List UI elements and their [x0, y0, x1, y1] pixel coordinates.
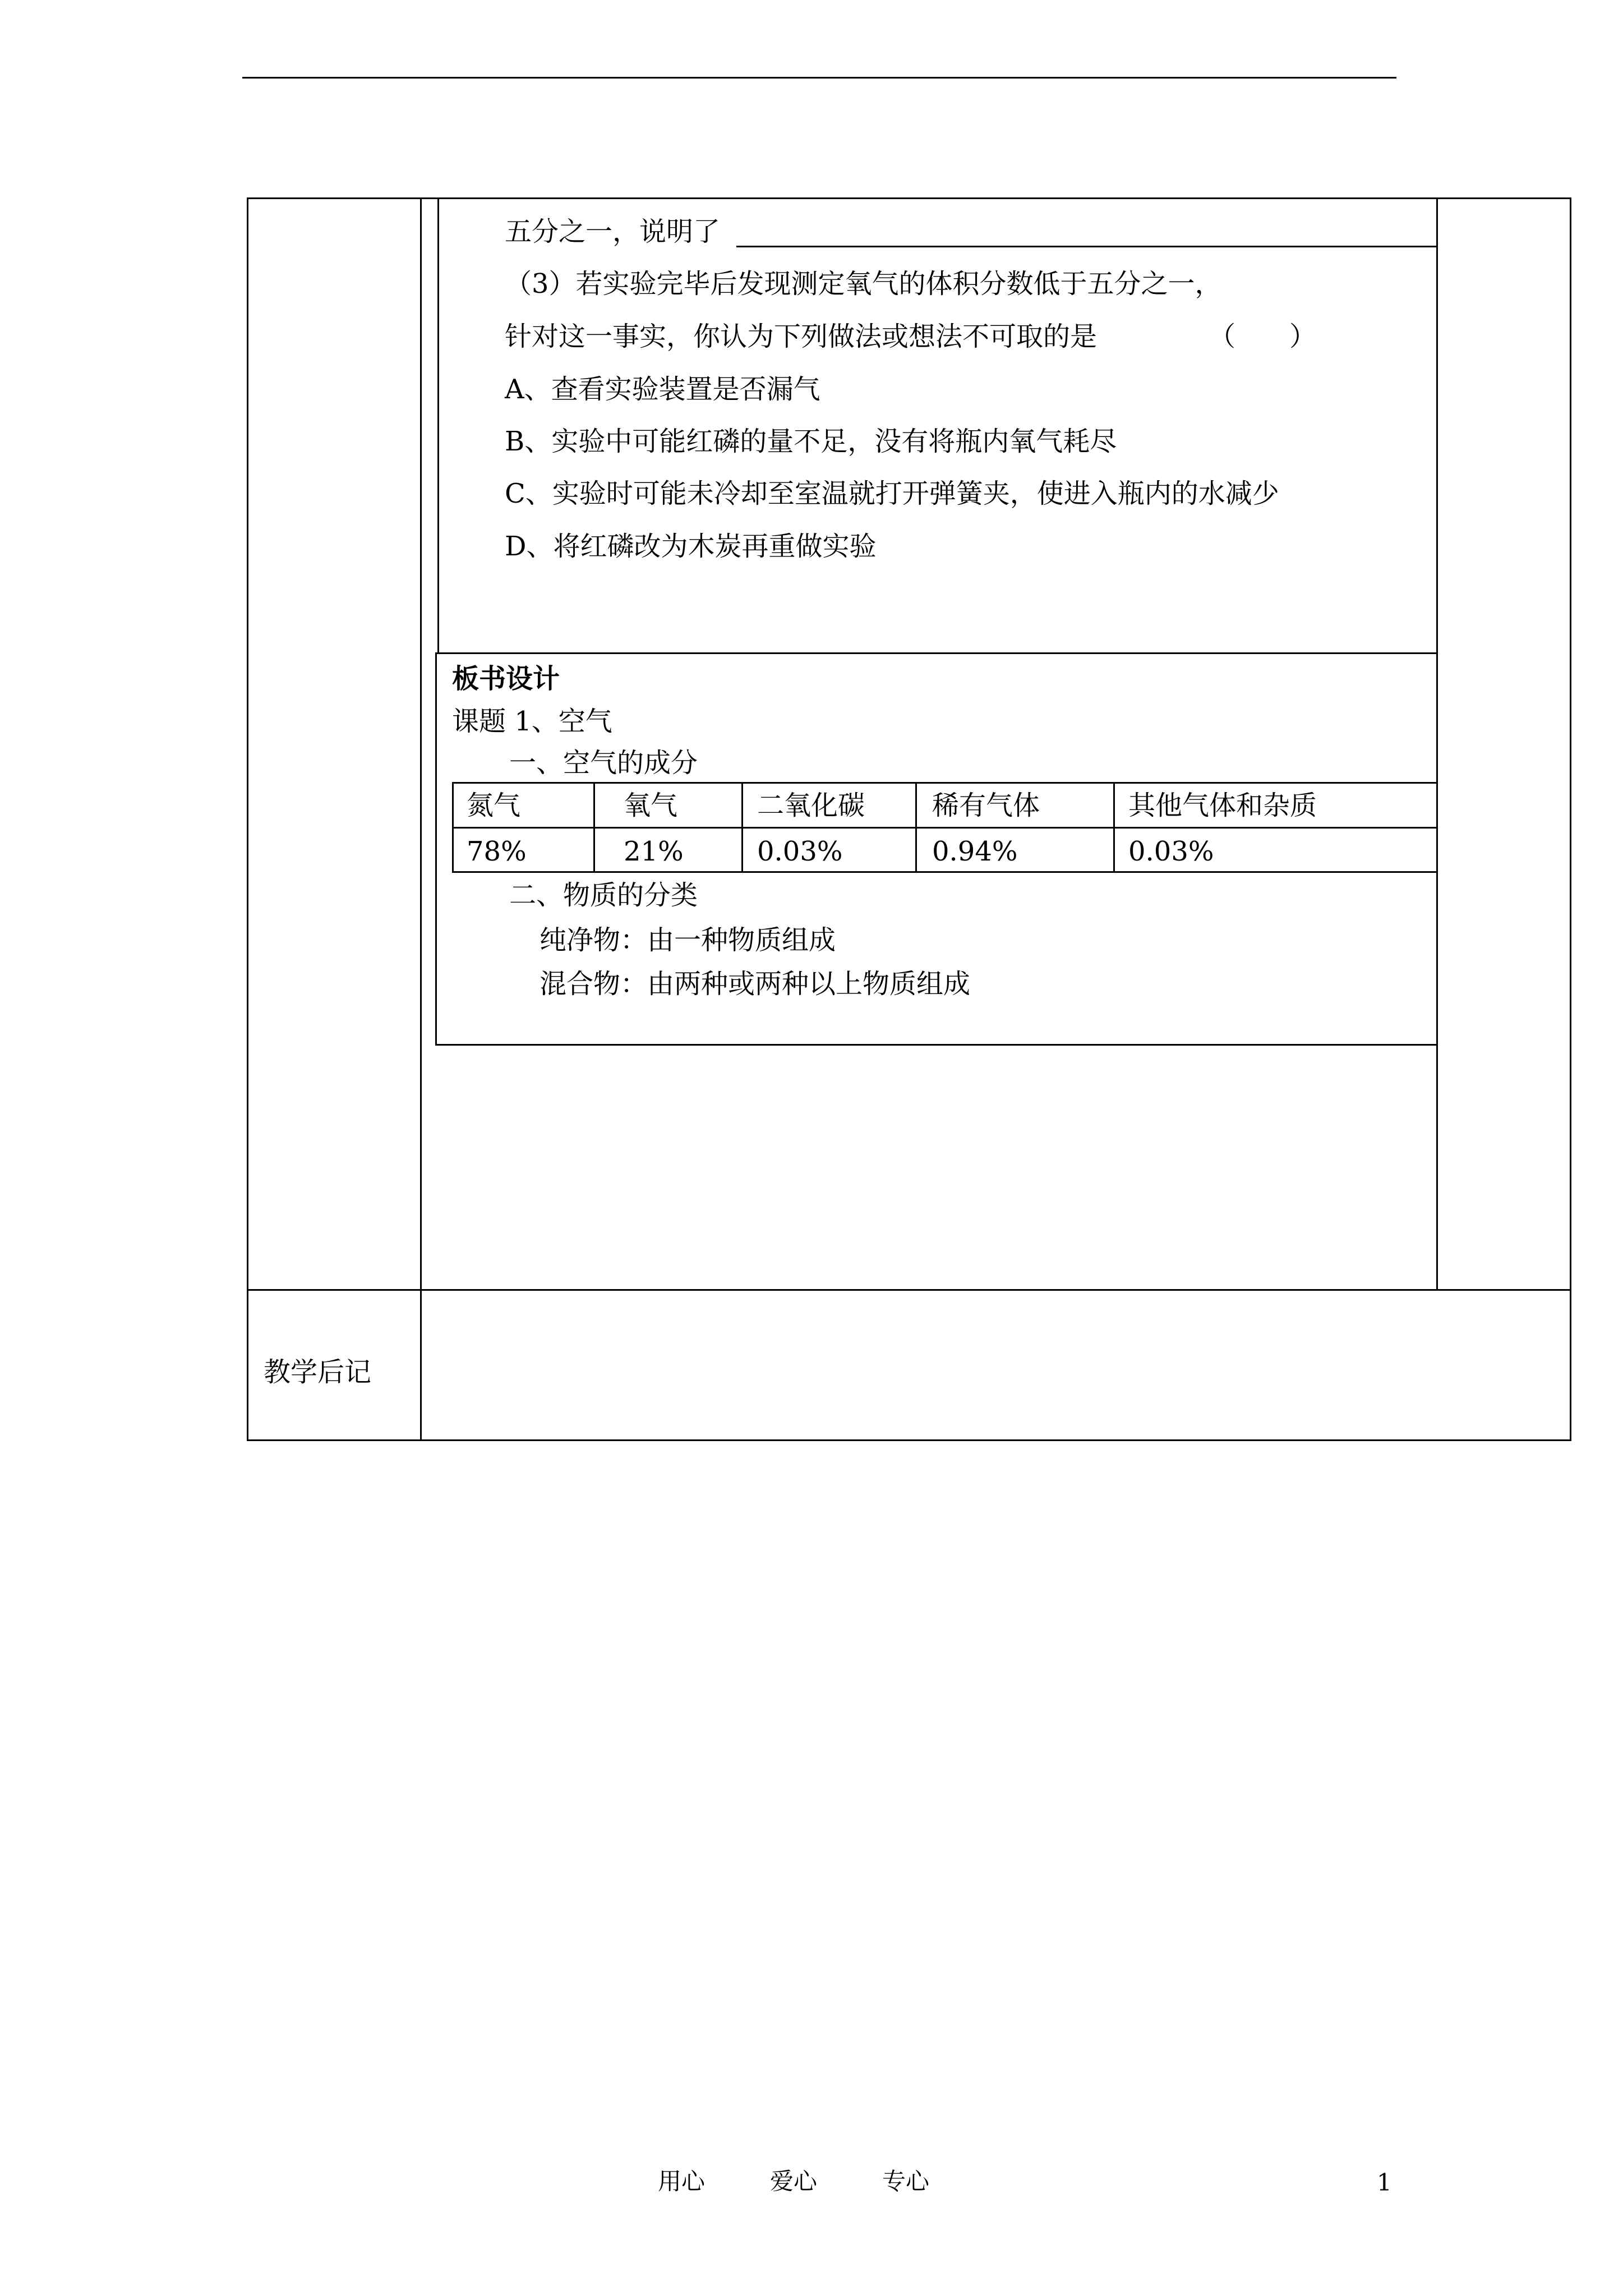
board-section-2: 二、物质的分类	[509, 880, 698, 911]
page-number: 1	[1377, 2169, 1392, 2196]
comp-table-col-0	[452, 782, 454, 873]
answer-bracket: （ ）	[1209, 321, 1317, 352]
inner-box-divider	[435, 652, 1438, 654]
comp-table-col-1	[593, 782, 595, 873]
comp-table-bottom	[452, 871, 1438, 873]
board-pure-substance: 纯净物：由一种物质组成	[540, 924, 836, 956]
comp-value-oxygen: 21%	[624, 836, 684, 867]
inner-box-left-upper	[437, 197, 439, 653]
question-line-3: 针对这一事实，你认为下列做法或想法不可取的是	[505, 321, 1098, 352]
outer-table-mid	[247, 1289, 1571, 1291]
outer-table-top	[247, 197, 1571, 199]
outer-table-divider	[420, 197, 422, 1441]
inner-box-left-lower	[435, 652, 437, 1045]
comp-table-mid	[452, 827, 1438, 829]
footer-item-1: 用心	[658, 2168, 706, 2195]
outer-table-left	[247, 197, 248, 1441]
footer-item-2: 爱心	[770, 2168, 818, 2195]
comp-value-others: 0.03%	[1128, 836, 1214, 867]
header-rule	[242, 77, 1396, 79]
comp-table-col-3	[915, 782, 917, 873]
footer-item-3: 专心	[882, 2168, 930, 2195]
board-mixture: 混合物：由两种或两种以上物质组成	[540, 968, 971, 1000]
option-a: A、查看实验装置是否漏气	[505, 374, 820, 405]
inner-column-right	[1436, 197, 1438, 1290]
comp-table-col-4	[1113, 782, 1115, 873]
comp-header-nitrogen: 氮气	[467, 790, 521, 821]
board-topic: 课题 1、空气	[452, 706, 612, 737]
comp-value-noble-gas: 0.94%	[932, 836, 1018, 867]
comp-table-top	[452, 782, 1438, 784]
comp-value-co2: 0.03%	[757, 836, 843, 867]
question-line-1: 五分之一，说明了	[505, 216, 721, 247]
postscript-label: 教学后记	[264, 1356, 372, 1388]
option-c: C、实验时可能未冷却至室温就打开弹簧夹，使进入瓶内的水减少	[505, 478, 1279, 509]
comp-header-others: 其他气体和杂质	[1128, 790, 1317, 821]
comp-header-noble-gas: 稀有气体	[932, 790, 1040, 821]
outer-table-bottom	[247, 1439, 1571, 1441]
option-d: D、将红磷改为木炭再重做实验	[505, 531, 877, 562]
answer-blank-line	[736, 246, 1437, 247]
comp-header-co2: 二氧化碳	[757, 790, 865, 821]
question-line-2: （3）若实验完毕后发现测定氧气的体积分数低于五分之一，	[505, 268, 1222, 300]
comp-value-nitrogen: 78%	[467, 836, 527, 867]
outer-table-right	[1570, 197, 1571, 1441]
board-section-1: 一、空气的成分	[509, 747, 698, 779]
inner-box-bottom	[435, 1044, 1438, 1046]
comp-header-oxygen: 氧气	[624, 790, 678, 821]
comp-table-col-2	[741, 782, 743, 873]
board-heading: 板书设计	[452, 663, 560, 694]
option-b: B、实验中可能红磷的量不足，没有将瓶内氧气耗尽	[505, 426, 1117, 457]
